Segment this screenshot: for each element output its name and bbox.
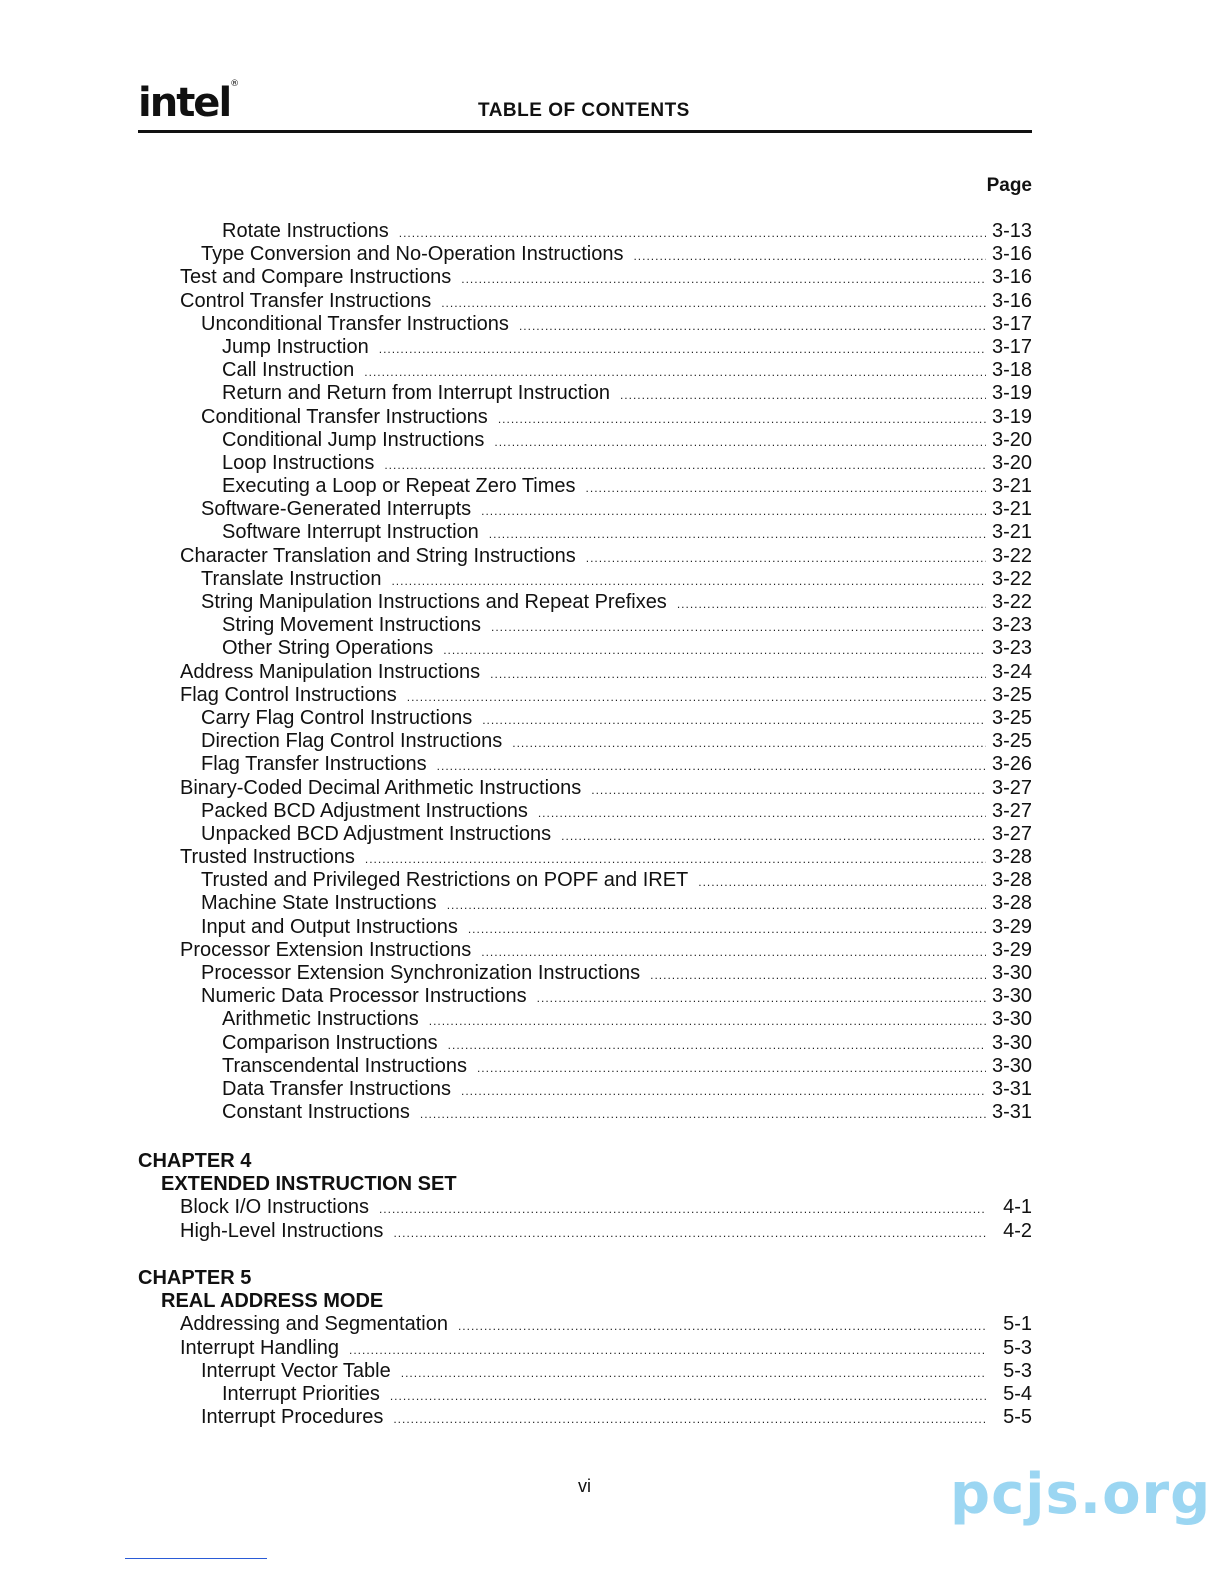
toc-entry xyxy=(138,1055,1032,1078)
dot-leader xyxy=(349,1339,986,1362)
toc-entry-page: 3-25 xyxy=(991,730,1032,753)
dot-leader xyxy=(364,361,986,384)
toc-entry-page: 3-16 xyxy=(991,243,1032,266)
toc-entry-page: 3-23 xyxy=(991,637,1032,660)
toc-entry-title: Unconditional Transfer Instructions xyxy=(201,312,509,335)
toc-entry-title: Other String Operations xyxy=(222,637,434,660)
toc-entry-title: Software Interrupt Instruction xyxy=(222,521,479,544)
toc-entry xyxy=(138,568,1032,591)
toc-entry-title: Unpacked BCD Adjustment Instructions xyxy=(201,822,552,845)
toc-entry-title: Test and Compare Instructions xyxy=(180,266,452,289)
toc-entry-page: 3-19 xyxy=(991,405,1032,428)
toc-entry-page: 3-27 xyxy=(991,822,1032,845)
toc-entry-title: Call Instruction xyxy=(222,359,355,382)
toc-entry xyxy=(138,243,1032,266)
dot-leader xyxy=(429,1010,986,1033)
toc-entry-title: Interrupt Handling xyxy=(180,1336,339,1359)
toc-entry-page: 3-28 xyxy=(991,892,1032,915)
dot-leader xyxy=(390,1385,986,1408)
toc-entry-page: 5-5 xyxy=(1003,1406,1032,1429)
watermark: pcjs.org xyxy=(950,1462,1212,1527)
dot-leader xyxy=(519,315,986,338)
chapter-title: REAL ADDRESS MODE xyxy=(161,1290,384,1313)
dot-leader xyxy=(379,1198,986,1221)
toc-entry-page: 3-24 xyxy=(991,660,1032,683)
toc-entry xyxy=(138,290,1032,313)
toc-entry-title: Translate Instruction xyxy=(201,567,382,590)
toc-entry-page: 3-22 xyxy=(991,544,1032,567)
toc-entry-title: String Movement Instructions xyxy=(222,614,481,637)
toc-entry-page: 5-3 xyxy=(1003,1336,1032,1359)
dot-leader xyxy=(586,547,986,570)
toc-entry-title: Block I/O Instructions xyxy=(180,1196,369,1219)
toc-entry-title: Return and Return from Interrupt Instruction xyxy=(222,382,610,405)
dot-leader xyxy=(490,663,986,686)
page-title: TABLE OF CONTENTS xyxy=(478,100,690,121)
dot-leader xyxy=(477,1057,986,1080)
toc-entry-title: Executing a Loop or Repeat Zero Times xyxy=(222,475,576,498)
dot-leader xyxy=(443,639,986,662)
toc-entry xyxy=(138,777,1032,800)
toc-entry xyxy=(138,1313,1032,1336)
toc-entry-page: 3-28 xyxy=(991,846,1032,869)
dot-leader xyxy=(591,779,986,802)
toc-entry xyxy=(138,939,1032,962)
dot-leader xyxy=(448,1034,986,1057)
dot-leader xyxy=(498,408,986,431)
dot-leader xyxy=(393,1222,986,1245)
toc-entry-page: 3-21 xyxy=(991,475,1032,498)
toc-entry-title: Processor Extension Instructions xyxy=(180,938,472,961)
toc-entry-title: Address Manipulation Instructions xyxy=(180,660,481,683)
toc-entry-page: 3-29 xyxy=(991,938,1032,961)
toc-entry-page: 3-21 xyxy=(991,498,1032,521)
toc-entry-title: Software-Generated Interrupts xyxy=(201,498,472,521)
toc-entry-page: 3-30 xyxy=(991,1031,1032,1054)
toc-entry-title: Constant Instructions xyxy=(222,1101,410,1124)
toc-entry xyxy=(138,916,1032,939)
toc-entry-title: Arithmetic Instructions xyxy=(222,1008,419,1031)
toc-entry-page: 3-20 xyxy=(991,451,1032,474)
toc-entry-page: 3-17 xyxy=(991,335,1032,358)
dot-leader xyxy=(512,732,986,755)
toc-entry xyxy=(138,313,1032,336)
toc-entry-page: 3-30 xyxy=(991,985,1032,1008)
dot-leader xyxy=(461,1080,986,1103)
toc-entry-title: Interrupt Priorities xyxy=(222,1382,380,1405)
toc-entry-page: 4-1 xyxy=(1003,1196,1032,1219)
toc-entry-page: 3-27 xyxy=(991,799,1032,822)
dot-leader xyxy=(458,1315,986,1338)
toc-entry xyxy=(138,336,1032,359)
toc-entry-page: 3-31 xyxy=(991,1101,1032,1124)
dot-leader xyxy=(537,987,986,1010)
toc-entry-title: Rotate Instructions xyxy=(222,220,389,242)
toc-entry xyxy=(138,498,1032,521)
toc-entry-title: Processor Extension Synchronization Instructions xyxy=(201,962,641,984)
toc-entry-title: String Manipulation Instructions and Repeat Prefixes xyxy=(201,591,667,613)
toc-entry-title: Interrupt Procedures xyxy=(201,1406,384,1429)
toc-entry xyxy=(138,637,1032,660)
toc-entry-page: 3-22 xyxy=(991,567,1032,590)
toc-entry-title: Character Translation and String Instructions xyxy=(180,544,576,567)
toc-entry-page: 5-4 xyxy=(1003,1382,1032,1405)
toc-entry-title: Control Transfer Instructions xyxy=(180,289,432,312)
dot-leader xyxy=(482,709,986,732)
chapter4-entries xyxy=(138,1196,1032,1242)
toc-entry xyxy=(138,1360,1032,1383)
dot-leader xyxy=(420,1103,986,1126)
dot-leader xyxy=(379,338,986,361)
toc-entry-title: Jump Instruction xyxy=(222,335,369,358)
toc-entry-title: Conditional Transfer Instructions xyxy=(201,405,488,428)
toc-entry-page: 3-28 xyxy=(991,869,1032,892)
toc-entry-title: Trusted and Privileged Restrictions on POPF and IRET xyxy=(201,869,689,892)
toc-entry xyxy=(138,846,1032,869)
toc-entry-page: 3-25 xyxy=(991,683,1032,706)
toc-entry xyxy=(138,1196,1032,1219)
toc-entry xyxy=(138,962,1032,985)
toc-entry-title: Data Transfer Instructions xyxy=(222,1077,451,1100)
toc-entry-title: Comparison Instructions xyxy=(222,1031,438,1054)
toc-entry-page: 3-13 xyxy=(991,220,1032,242)
dot-leader xyxy=(384,454,986,477)
toc-entry xyxy=(138,545,1032,568)
dot-leader xyxy=(391,570,986,593)
toc-entry-page: 3-20 xyxy=(991,428,1032,451)
page-number: vi xyxy=(578,1476,591,1496)
toc-entry-page: 3-31 xyxy=(991,1077,1032,1100)
toc-chapter3-continued xyxy=(138,220,1032,1124)
toc-entry xyxy=(138,707,1032,730)
dot-leader xyxy=(489,523,986,546)
toc-entry xyxy=(138,429,1032,452)
toc-entry-title: Input and Output Instructions xyxy=(201,915,458,938)
toc-chapter4 xyxy=(138,1150,1032,1243)
toc-entry-title: Trusted Instructions xyxy=(180,846,355,869)
toc-entry-page: 3-17 xyxy=(991,312,1032,335)
toc-entry xyxy=(138,452,1032,475)
toc-entry xyxy=(138,1337,1032,1360)
toc-entry xyxy=(138,591,1032,614)
dot-leader xyxy=(620,384,986,407)
toc-entry xyxy=(138,1383,1032,1406)
toc-chapter5 xyxy=(138,1267,1032,1429)
toc-entry xyxy=(138,382,1032,405)
toc-entry xyxy=(138,661,1032,684)
chapter-title: EXTENDED INSTRUCTION SET xyxy=(161,1173,457,1196)
toc-entry xyxy=(138,406,1032,429)
dot-leader xyxy=(561,825,986,848)
dot-leader xyxy=(494,431,986,454)
dot-leader xyxy=(437,755,986,778)
toc-entry xyxy=(138,684,1032,707)
dot-leader xyxy=(393,1408,986,1431)
toc-entry xyxy=(138,1406,1032,1429)
toc-entry-page: 3-21 xyxy=(991,521,1032,544)
toc-entry xyxy=(138,730,1032,753)
toc-entry-title: Interrupt Vector Table xyxy=(201,1359,391,1382)
toc-entry-title: Flag Control Instructions xyxy=(180,683,397,706)
dot-leader xyxy=(481,941,986,964)
toc-entry-page: 3-30 xyxy=(991,962,1032,984)
toc-entry xyxy=(138,614,1032,637)
dot-leader xyxy=(650,964,986,987)
page-column-label: Page xyxy=(986,175,1032,196)
dot-leader xyxy=(365,848,986,871)
toc-entry-title: Numeric Data Processor Instructions xyxy=(201,985,527,1008)
toc-entry-title: High-Level Instructions xyxy=(180,1219,384,1242)
toc-entry-title: Binary-Coded Decimal Arithmetic Instructions xyxy=(180,776,582,799)
toc-entry-page: 3-22 xyxy=(991,591,1032,613)
dot-leader xyxy=(491,616,986,639)
toc-entry xyxy=(138,521,1032,544)
toc-entry-title: Conditional Jump Instructions xyxy=(222,428,485,451)
toc-entry-page: 3-30 xyxy=(991,1054,1032,1077)
chapter-number: CHAPTER 4 xyxy=(138,1150,252,1172)
toc-entry xyxy=(138,1101,1032,1124)
dot-leader xyxy=(407,686,986,709)
toc-entry xyxy=(138,1032,1032,1055)
toc-entry-title: Loop Instructions xyxy=(222,451,375,474)
dot-leader xyxy=(461,268,986,291)
toc-entry-title: Transcendental Instructions xyxy=(222,1054,467,1077)
toc-entry xyxy=(138,359,1032,382)
toc-entry-page: 3-16 xyxy=(991,266,1032,289)
toc-entry xyxy=(138,1078,1032,1101)
toc-entry xyxy=(138,892,1032,915)
toc-entry xyxy=(138,266,1032,289)
toc-entry-page: 3-25 xyxy=(991,706,1032,729)
toc-entry-title: Packed BCD Adjustment Instructions xyxy=(201,799,528,822)
toc-entry xyxy=(138,985,1032,1008)
dot-leader xyxy=(447,894,986,917)
toc-entry-page: 5-3 xyxy=(1003,1359,1032,1382)
dot-leader xyxy=(677,593,986,616)
header-rule xyxy=(138,130,1032,133)
dot-leader xyxy=(441,292,986,315)
toc-entry xyxy=(138,475,1032,498)
chapter-number: CHAPTER 5 xyxy=(138,1267,252,1289)
toc-entry xyxy=(138,753,1032,776)
dot-leader xyxy=(538,802,986,825)
toc-entry-page: 3-16 xyxy=(991,289,1032,312)
dot-leader xyxy=(399,222,986,245)
toc-entry-page: 3-19 xyxy=(991,382,1032,405)
toc-entry xyxy=(138,220,1032,243)
toc-entry-title: Addressing and Segmentation xyxy=(180,1313,448,1336)
toc-entry xyxy=(138,1220,1032,1243)
toc-entry xyxy=(138,1008,1032,1031)
toc-entry-page: 3-30 xyxy=(991,1008,1032,1031)
toc-entry-title: Carry Flag Control Instructions xyxy=(201,706,473,729)
dot-leader xyxy=(586,477,986,500)
toc-entry-page: 3-23 xyxy=(991,614,1032,637)
toc-entry xyxy=(138,823,1032,846)
toc-entry-page: 4-2 xyxy=(1003,1219,1032,1242)
dot-leader xyxy=(698,871,986,894)
intel-logo: intel® xyxy=(138,78,238,126)
toc-entry-title: Machine State Instructions xyxy=(201,892,437,915)
chapter5-entries xyxy=(138,1313,1032,1429)
dot-leader xyxy=(481,500,986,523)
toc-entry xyxy=(138,869,1032,892)
toc-entry-title: Direction Flag Control Instructions xyxy=(201,730,503,753)
toc-entry xyxy=(138,800,1032,823)
toc-entry-page: 3-29 xyxy=(991,915,1032,938)
dot-leader xyxy=(633,245,986,268)
toc-entry-page: 3-18 xyxy=(991,359,1032,382)
toc-entry-page: 3-27 xyxy=(991,776,1032,799)
toc-entry-page: 5-1 xyxy=(1003,1313,1032,1336)
dot-leader xyxy=(401,1362,986,1385)
toc-entry-title: Type Conversion and No-Operation Instructions xyxy=(201,243,624,266)
toc-entry-title: Flag Transfer Instructions xyxy=(201,753,427,776)
bottom-link-underline xyxy=(125,1558,267,1559)
dot-leader xyxy=(468,918,986,941)
toc-entry-page: 3-26 xyxy=(991,753,1032,776)
